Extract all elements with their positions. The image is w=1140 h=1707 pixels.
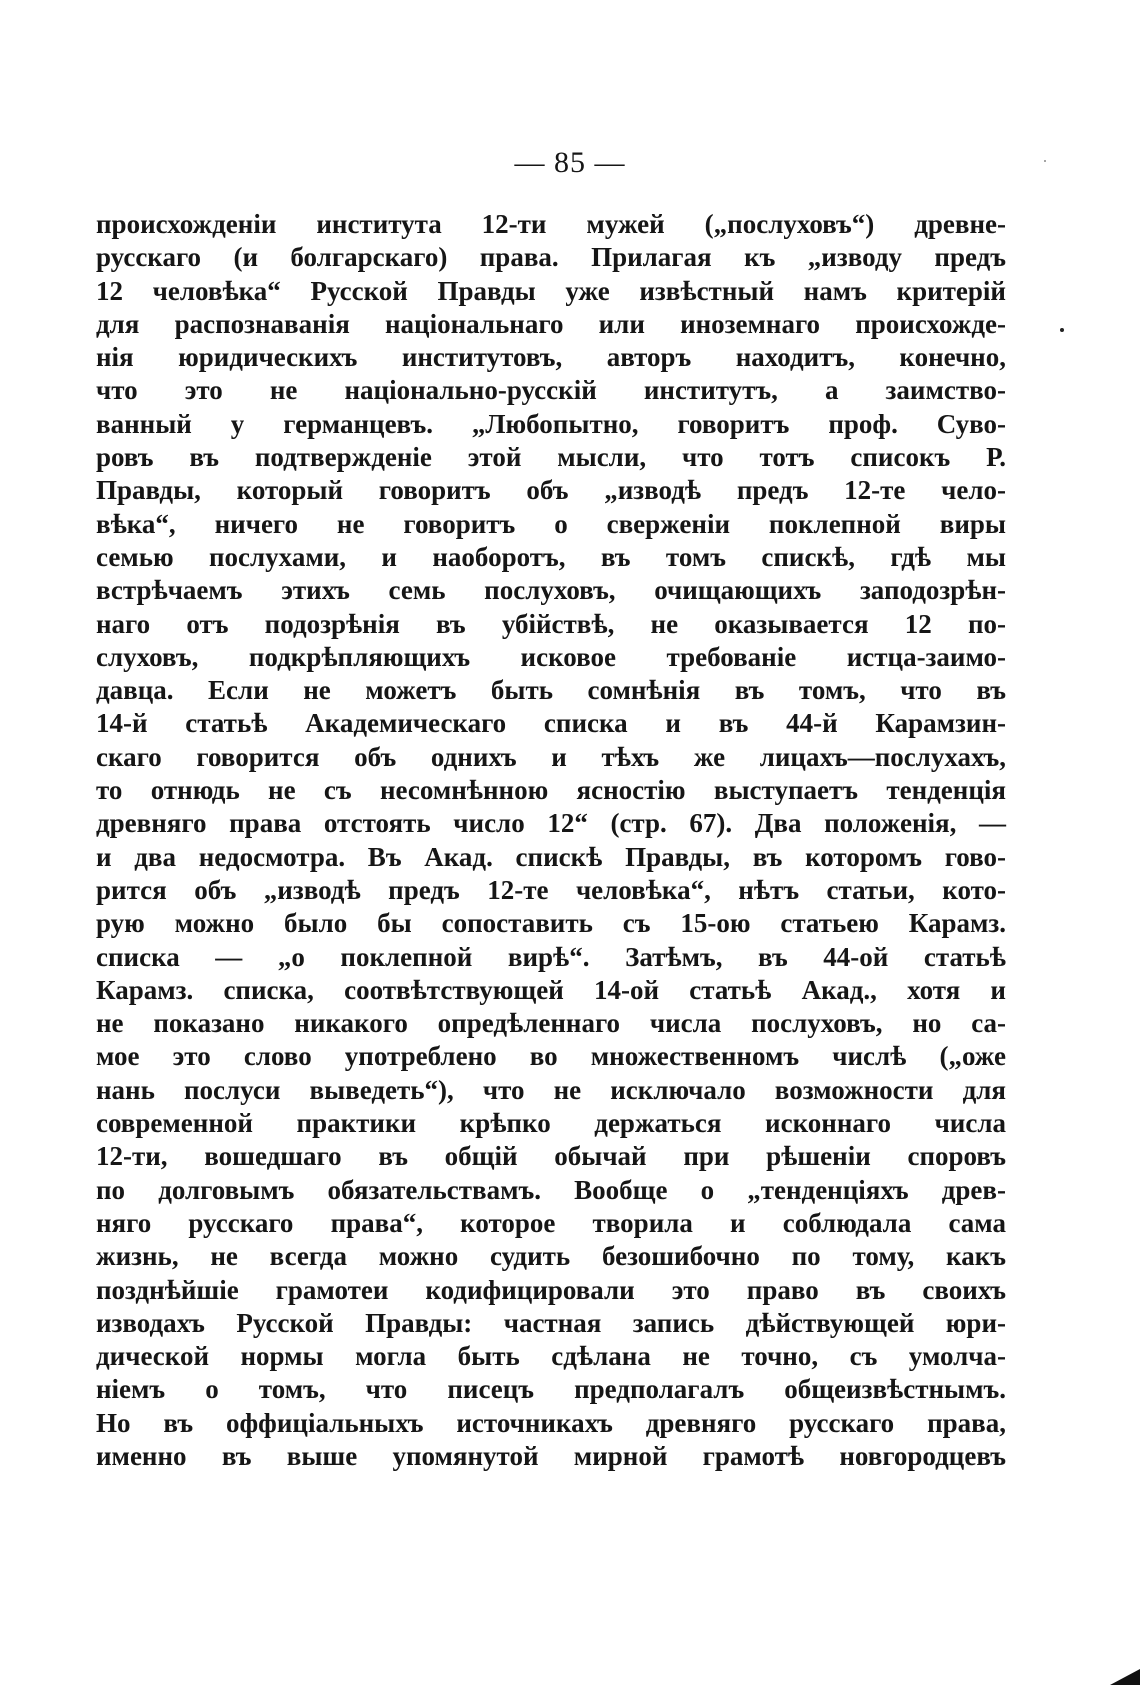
text-line: древняго права отстоять число 12“ (стр. 67). Два положенія, — [96, 808, 1006, 839]
text-line: русскаго (и болгарскаго) права. Прилагая къ „изводу предъ [96, 242, 1006, 273]
text-line: Карамз. списка, соотвѣтствующей 14-ой статьѣ Акад., хотя и [96, 974, 1006, 1005]
text-line: рую можно было бы сопоставить съ 15-ою статьею Карамз. [96, 908, 1006, 939]
text-line: списка — „о поклепной вирѣ“. Затѣмъ, въ 44-ой статьѣ [96, 941, 1006, 972]
text-line: позднѣйшіе грамотеи кодифицировали это право въ своихъ [96, 1274, 1006, 1305]
text-line: 12-ти, вошедшаго въ общій обычай при рѣшеніи споровъ [96, 1141, 1006, 1172]
text-line: 12 человѣка“ Русской Правды уже извѣстный намъ критерій [96, 275, 1006, 306]
text-line: вѣка“, ничего не говоритъ о сверженіи поклепной виры [96, 508, 1006, 539]
text-line: то отнюдь не съ несомнѣнною ясностію выступаетъ тенденція [96, 775, 1006, 806]
text-line: изводахъ Русской Правды: частная запись дѣйствующей юри- [96, 1307, 1006, 1338]
text-line: скаго говорится объ однихъ и тѣхъ же лицахъ—послухахъ, [96, 741, 1006, 772]
text-line: что это не національно-русскій институтъ, а заимство- [96, 375, 1006, 406]
page-number: — 85 — [514, 146, 626, 179]
text-line: нань послуси выведеть“), что не исключало возможности для [96, 1074, 1006, 1105]
text-line: по долговымъ обязательствамъ. Вообще о „тенденціяхъ древ- [96, 1174, 1006, 1205]
text-line: рится объ „изводѣ предъ 12-те человѣка“, нѣтъ статьи, кото- [96, 874, 1006, 905]
scan-speck [1060, 328, 1064, 332]
text-line: происхожденіи института 12-ти мужей („послуховъ“) древне- [96, 209, 1006, 239]
text-line: слуховъ, подкрѣпляющихъ исковое требованіе истца-заимо- [96, 641, 1006, 672]
text-line: ванный у германцевъ. „Любопытно, говоритъ проф. Суво- [96, 408, 1006, 439]
text-line: давца. Если не можетъ быть сомнѣнія въ томъ, что въ [96, 675, 1006, 706]
text-line: встрѣчаемъ этихъ семь послуховъ, очищающихъ заподозрѣн- [96, 575, 1006, 606]
text-line: именно въ выше упомянутой мирной грамотѣ новгородцевъ [96, 1440, 1006, 1471]
text-line: ніемъ о томъ, что писецъ предполагалъ общеизвѣстнымъ. [96, 1374, 1006, 1405]
text-line: семью послухами, и наоборотъ, въ томъ спискѣ, гдѣ мы [96, 541, 1006, 572]
text-line: Правды, который говоритъ объ „изводѣ предъ 12-те чело- [96, 475, 1006, 506]
text-line: не показано никакого опредѣленнаго числа послуховъ, но са- [96, 1008, 1006, 1039]
scan-corner-mark [1110, 1669, 1140, 1685]
text-line: нія юридическихъ институтовъ, авторъ находитъ, конечно, [96, 342, 1006, 373]
text-line: мое это слово употреблено во множественномъ числѣ („оже [96, 1041, 1006, 1072]
text-line: наго отъ подозрѣнія въ убійствѣ, не оказывается 12 по- [96, 608, 1006, 639]
scan-speck [1044, 160, 1046, 162]
text-line: жизнь, не всегда можно судить безошибочно по тому, какъ [96, 1241, 1006, 1272]
text-line: ровъ въ подтвержденіе этой мысли, что тотъ списокъ Р. [96, 442, 1006, 473]
body-text [96, 208, 1006, 1473]
text-line: современной практики крѣпко держаться исконнаго числа [96, 1108, 1006, 1139]
text-line: для распознаванія національнаго или иноземнаго происхожде- [96, 308, 1006, 339]
text-line: няго русскаго права“, которое творила и соблюдала сама [96, 1207, 1006, 1238]
text-line: Но въ оффиціальныхъ источникахъ древняго русскаго права, [96, 1407, 1006, 1438]
text-line: 14-й статьѣ Академическаго списка и въ 44-й Карамзин- [96, 708, 1006, 739]
text-line: дической нормы могла быть сдѣлана не точно, съ умолча- [96, 1341, 1006, 1372]
text-line: и два недосмотра. Въ Акад. спискѣ Правды, въ которомъ гово- [96, 841, 1006, 872]
